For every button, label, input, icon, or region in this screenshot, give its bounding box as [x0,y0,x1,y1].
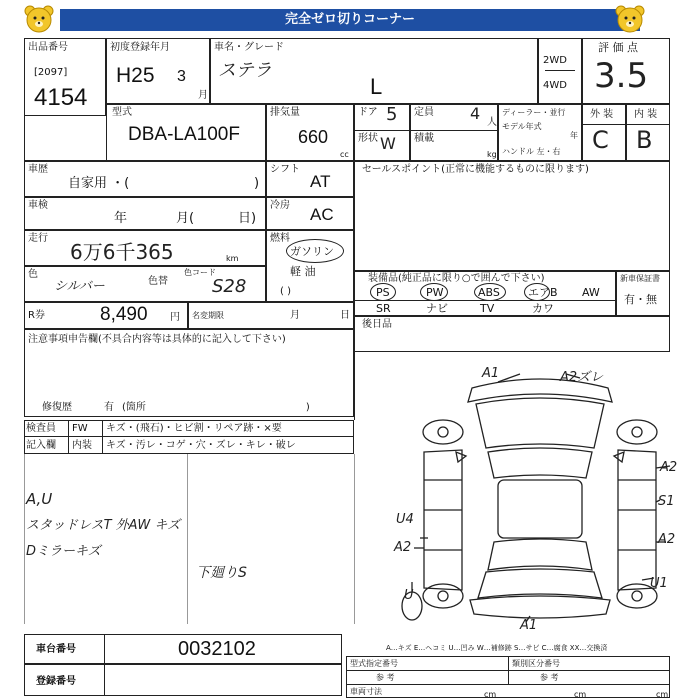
color-code-label: 色コード [184,268,216,277]
history-value: 自家用 ・( [68,176,130,191]
later-items-cell [354,316,670,352]
drive-cell [538,38,582,104]
repaint-label: 色替 [148,276,168,287]
yen-unit: 円 [170,312,180,323]
handwritten-note-1: A,U [26,490,53,508]
chassis-label: 車台番号 [36,644,76,655]
stock-label: 出品番号 [28,42,68,53]
car-name: ステラ [218,60,272,81]
equip-ps: PS [376,286,390,299]
equip-ps-circle [370,283,396,301]
name-change-label: 名変期限 [192,311,224,320]
color-value: シルバー [54,279,105,294]
car-grade: L [370,74,383,99]
bear-mascot-right-icon [613,4,647,36]
color-label: 色 [28,269,38,280]
drive-2wd: 2WD [543,55,567,66]
inspection-year: 年 [114,211,128,226]
price-label: R券 [28,310,45,321]
notes-label: 注意事項申告欄(不具合内容等は具体的に記入して下さい) [28,334,286,345]
equip-tv: TV [480,302,495,315]
drive-4wd: 4WD [543,80,567,91]
later-items-label: 後日品 [362,319,392,330]
registration-label: 登録番号 [36,676,76,687]
diagram-note-front-1: A1 [482,366,500,381]
model-label: 型式 [112,107,132,118]
car-damage-diagram [380,360,690,630]
ac-label: 冷房 [270,200,290,211]
door-label: ドア [358,107,378,118]
model-value: DBA-LA100F [128,124,240,145]
warranty-label: 新車保証書 [620,274,660,283]
entry-label: 記入欄 [26,440,56,451]
history-label: 車歴 [28,164,48,175]
month-unit: 月 [198,90,208,101]
damage-legend: A…キズ E…ヘコミ U…凹み W…補修跡 S…サビ C…腐食 XX…交換済 [386,644,608,652]
sales-point-cell [354,161,670,271]
diagram-note-right-3: A2 [658,532,676,547]
stock-number: 4154 [34,84,88,111]
capacity-value: 4 [470,104,481,123]
handwritten-note-4: 下廻りS [196,565,247,581]
shape-value: W [380,134,396,153]
check-items: キズ・(飛石)・ヒビ割・リペア跡・×要 [106,423,282,434]
year-unit: 年 [570,131,578,140]
fuel-gas-circle [286,239,344,263]
door-value: 5 [386,104,398,125]
capacity-label: 定員 [414,107,434,118]
sales-label: セールスポイント(正常に機能するものに限ります) [362,164,589,175]
interior-label: 内 装 [634,109,658,120]
entry-in: 内装 [72,440,92,451]
fuel-paren: ( ) [280,286,291,297]
shift-value: AT [310,172,331,191]
check-fw: FW [72,423,88,434]
repair-value: 有 [104,402,114,413]
stock-sub: [2097] [34,67,68,78]
handle-label: ハンドル 左・右 [502,147,561,156]
fuel-diesel: 軽 油 [290,265,316,278]
load-label: 積載 [414,133,434,144]
chassis-value: 0032102 [178,638,256,660]
inspection-day: 日) [238,211,257,226]
history-close: ) [254,176,260,191]
handwritten-note-2: スタッドレスT 外AW キズ [26,518,181,533]
car-name-label: 車名・グレード [214,42,284,53]
shift-label: シフト [270,164,300,175]
diagram-note-front-2: A2ズレ [560,370,604,385]
diagram-note-rear: A1 [520,618,538,633]
equip-abs: ABS [478,286,500,299]
fuel-gas: ガソリン [290,245,334,258]
diagram-note-right-4: U1 [650,576,668,591]
diagram-note-spare: U [404,588,414,603]
diagram-note-left-2: A2 [394,540,412,555]
handwritten-note-3: Dミラーキズ [26,544,101,559]
name-change-month: 月 [290,310,300,321]
ref-label-right: 参 考 [540,673,559,682]
equip-sr: SR [376,302,391,315]
dealer-label: ディーラー・並行 [502,108,566,117]
reg-month: 3 [177,68,186,85]
capacity-unit: 人 [487,117,497,128]
mileage-value: 6万6千365 [70,240,174,264]
exterior-grade: C [592,126,609,154]
cm-unit-1: cm [484,690,497,699]
km-unit: km [226,254,239,263]
first-reg-label: 初度登録年月 [110,42,170,53]
cm-unit-2: cm [574,690,587,699]
equip-abs-circle [474,283,506,301]
dimensions-label: 車両寸法 [350,687,382,696]
mileage-label: 走行 [28,233,48,244]
equip-label: 装備品(純正品に限り○で囲んで下さい) [368,273,545,284]
cm-unit-3: cm [656,690,669,699]
page-banner: 完全ゼロ切りコーナー [60,9,640,31]
name-change-day: 日 [340,310,350,321]
repair-label: 修復歴 [42,402,72,413]
repair-box: (箇所 ) [122,402,310,413]
inspection-label: 車検 [28,200,48,211]
exterior-label: 外 装 [590,109,614,120]
fuel-label: 燃料 [270,233,290,244]
category-number-label: 類別区分番号 [512,659,560,668]
bear-mascot-left-icon [22,4,56,36]
ref-label-left: 参 考 [376,673,395,682]
score-label: 評 価 点 [598,41,638,54]
shape-label: 形状 [358,133,378,144]
warranty-value: 有・無 [624,293,657,306]
color-code: S28 [212,276,247,297]
diagram-note-right-1: A2 [660,460,678,475]
equip-pw-circle [420,283,448,301]
history-cell [24,161,266,197]
diagram-note-right-2: S1 [658,494,675,509]
entry-items: キズ・汚レ・コゲ・穴・ズレ・キレ・破レ [106,440,296,451]
inspection-cell [24,197,266,230]
equip-navi: ナビ [426,302,448,315]
diagram-note-left-1: U4 [396,512,414,527]
cc-unit: cc [340,150,349,159]
check-label: 検査員 [26,423,56,434]
interior-grade: B [636,126,653,154]
equip-airbag: エアB [528,286,558,299]
equip-airbag-circle [524,283,550,301]
displacement-value: 660 [298,127,329,147]
equip-pw: PW [426,286,444,299]
type-number-label: 型式指定番号 [350,659,398,668]
equip-leather: カワ [532,302,554,315]
inspection-month: 月( [176,211,195,226]
score-value: 3.5 [594,56,649,96]
load-unit: kg [487,150,497,159]
displacement-label: 排気量 [270,107,300,118]
ac-value: AC [310,205,334,224]
model-year-label: モデル年式 [502,122,542,131]
era-year: H25 [116,64,155,87]
price-value: 8,490 [100,304,148,325]
equip-aw: AW [582,286,600,299]
